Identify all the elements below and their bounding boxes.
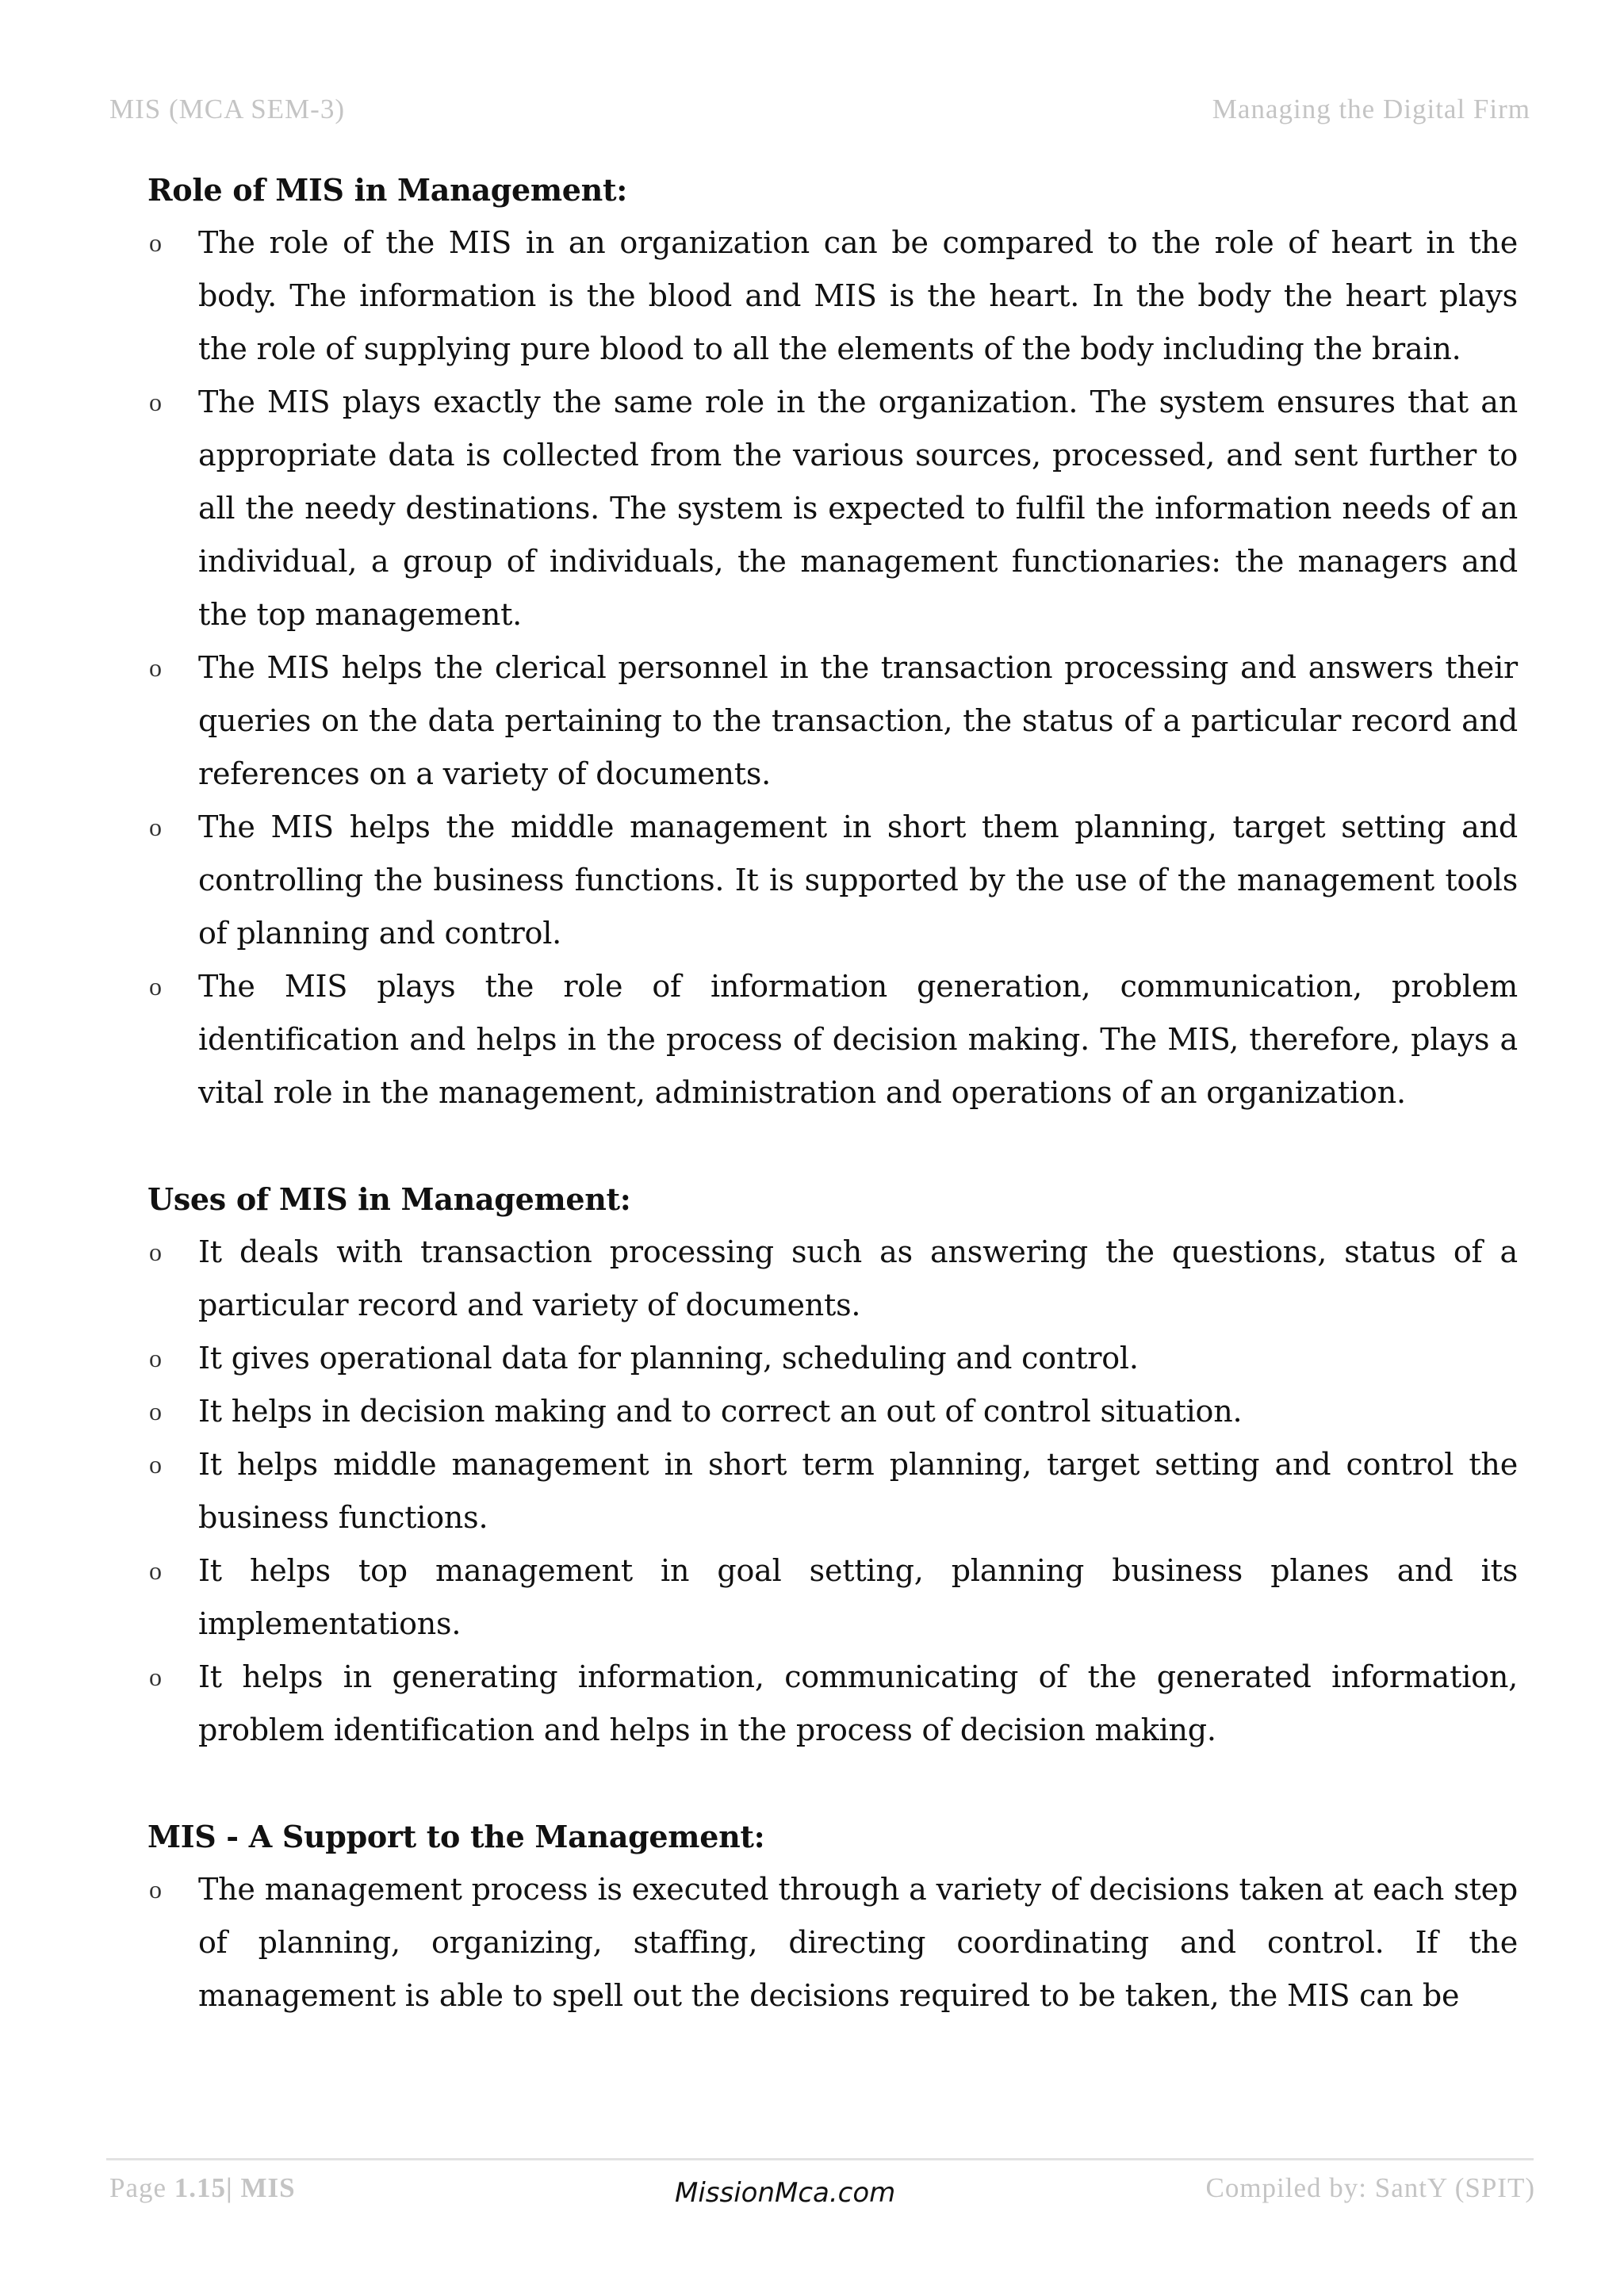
- list-item-text: It helps in decision making and to correct an out of control situation.: [198, 1394, 1243, 1429]
- bullet-circle-icon: o: [149, 1397, 162, 1425]
- list-item: [147, 801, 1518, 960]
- list-item-text: It gives operational data for planning, scheduling and control.: [198, 1341, 1139, 1376]
- bullet-list: [147, 216, 1518, 1119]
- list-item-text: It deals with transaction processing such as answering the questions, status of a particular record and variety of documents.: [198, 1234, 1518, 1322]
- bullet-circle-icon: o: [149, 1238, 162, 1266]
- bullet-circle-icon: o: [149, 1556, 162, 1585]
- list-item: [147, 216, 1518, 376]
- bullet-list: [147, 1226, 1518, 1757]
- list-item-text: The MIS helps the middle management in short them planning, target setting and controlling the business functions. It is supported by the use of the management tools of planning and control.: [198, 809, 1518, 951]
- page-prefix: Page: [109, 2172, 174, 2203]
- page-header: [109, 94, 1530, 133]
- bullet-circle-icon: o: [149, 1344, 162, 1372]
- header-chapter-title: Managing the Digital Firm: [1212, 94, 1530, 124]
- section-spacer: [147, 1119, 1518, 1173]
- list-item: [147, 641, 1518, 801]
- bullet-circle-icon: o: [149, 1663, 162, 1691]
- list-item: [147, 1385, 1518, 1438]
- bullet-circle-icon: o: [149, 972, 162, 1001]
- list-item-text: The MIS plays the role of information generation, communication, problem identification and helps in the process of decision making. The MIS, therefore, plays a vital role in the management, administration and operations of an organization.: [198, 969, 1518, 1110]
- list-item: [147, 1863, 1518, 2022]
- page-number: 1.15: [174, 2172, 227, 2203]
- list-item-text: It helps in generating information, communicating of the generated information, problem identification and helps in the process of decision making.: [198, 1659, 1518, 1747]
- section-role-of-mis: [147, 163, 1518, 1119]
- list-item: [147, 1226, 1518, 1332]
- section-spacer: [147, 1757, 1518, 1810]
- site-logo: MissionMca.com: [675, 2177, 896, 2209]
- list-item: [147, 1438, 1518, 1544]
- footer-divider: [106, 2158, 1534, 2160]
- list-item: [147, 1651, 1518, 1757]
- list-item: [147, 1544, 1518, 1651]
- list-item: [147, 376, 1518, 641]
- bullet-circle-icon: o: [149, 653, 162, 682]
- list-item-text: The MIS helps the clerical personnel in the transaction processing and answers their queries on the data pertaining to the transaction, the status of a particular record and references on a variety of documents.: [198, 650, 1518, 791]
- section-mis-support: [147, 1810, 1518, 2022]
- section-title: MIS - A Support to the Management:: [147, 1819, 765, 1854]
- bullet-circle-icon: o: [149, 388, 162, 416]
- list-item-text: The role of the MIS in an organization can be compared to the role of heart in the body. The information is the blood and MIS is the heart. In the body the heart plays the role of supplying pure blood to all the elements of the body including the brain.: [198, 225, 1518, 366]
- section-title: Uses of MIS in Management:: [147, 1181, 631, 1217]
- header-course-label: MIS (MCA SEM-3): [109, 94, 345, 124]
- footer-page-label: [109, 2172, 296, 2204]
- list-item-text: It helps top management in goal setting, planning business planes and its implementations.: [198, 1553, 1518, 1641]
- page-footer: [109, 2172, 1535, 2220]
- section-title: Role of MIS in Management:: [147, 172, 627, 208]
- bullet-circle-icon: o: [149, 228, 162, 257]
- bullet-list: [147, 1863, 1518, 2022]
- bullet-circle-icon: o: [149, 1450, 162, 1479]
- list-item: [147, 1332, 1518, 1385]
- footer-compiled-by: Compiled by: SantY (SPIT): [1205, 2172, 1535, 2203]
- list-item-text: It helps middle management in short term planning, target setting and control the business functions.: [198, 1447, 1518, 1535]
- document-body: [147, 163, 1518, 2022]
- list-item: [147, 960, 1518, 1119]
- bullet-circle-icon: o: [149, 1875, 162, 1904]
- bullet-circle-icon: o: [149, 813, 162, 841]
- section-uses-of-mis: [147, 1173, 1518, 1757]
- list-item-text: The management process is executed through a variety of decisions taken at each step of planning, organizing, staffing, directing coordinating and control. If the management is able to spell out the decisions required to be taken, the MIS can be: [198, 1872, 1518, 2013]
- list-item-text: The MIS plays exactly the same role in the organization. The system ensures that an appropriate data is collected from the various sources, processed, and sent further to all the needy destinations. The system is expected to fulfil the information needs of an individual, a group of individuals, the management functionaries: the managers and the top management.: [198, 385, 1518, 632]
- page-suffix: | MIS: [226, 2172, 296, 2203]
